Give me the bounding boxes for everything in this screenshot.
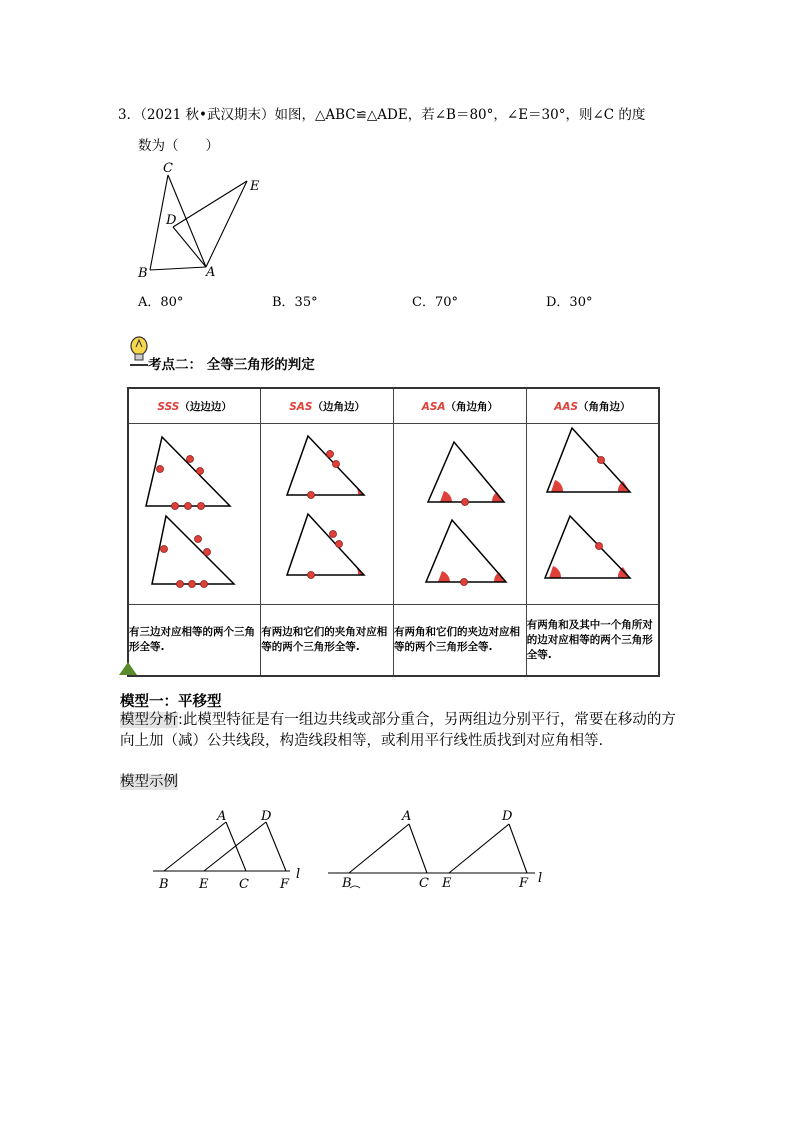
desc-sss: 有三边对应相等的两个三角形全等. [128, 605, 261, 677]
figure-sas [261, 424, 394, 605]
question-source: （2021 秋•武汉期末） [140, 107, 275, 123]
fig1-label-E: E [199, 877, 209, 892]
analysis-text: :此模型特征是有一组边共线或部分重合，另两组边分别平行，常要在移动的方向上加（减）公共线段，构造线段相等，或利用平行线性质找到对应角相等. [120, 712, 676, 749]
figure-sss [128, 424, 261, 605]
fig2-label-E: E [442, 876, 452, 891]
label-E: E [250, 179, 260, 194]
fig2-label-C: C [419, 876, 429, 891]
seg-DA [173, 227, 206, 267]
example-label: 模型示例 [120, 774, 178, 790]
fig1-label-l: l [296, 867, 301, 882]
question-figure [130, 155, 270, 285]
label-D: D [166, 213, 177, 228]
fig2-label-B: B [342, 876, 352, 891]
fig2-label-l: l [538, 871, 543, 886]
option-a[interactable]: A．80° [138, 295, 184, 310]
desc-sas: 有两边和它们的夹角对应相等的两个三角形全等. [261, 605, 394, 677]
fig2-label-F: F [519, 876, 529, 891]
example-label-wrap [120, 772, 178, 793]
seg-BA [150, 267, 206, 270]
figure-asa [394, 424, 527, 605]
option-b[interactable]: B．35° [272, 295, 318, 310]
kaodian-title: 考点二： 全等三角形的判定 [148, 357, 315, 373]
leaf-icon [117, 660, 139, 676]
model-figure-1 [150, 802, 320, 894]
fig2-label-D: D [502, 809, 513, 824]
model-analysis [120, 710, 680, 752]
header-asa: ASA（角边角） [394, 388, 527, 424]
label-B: B [138, 266, 148, 281]
fig2-label-A: A [402, 809, 412, 824]
figure-aas [526, 424, 659, 605]
fig1-label-F: F [280, 877, 290, 892]
label-A: A [206, 265, 216, 280]
header-sas: SAS（边角边） [261, 388, 394, 424]
label-C: C [163, 161, 173, 176]
option-c[interactable]: C．70° [412, 295, 458, 310]
header-aas: AAS（角角边） [526, 388, 659, 424]
desc-asa: 有两角和它们的夹边对应相等的两个三角形全等. [394, 605, 527, 677]
question-text-1: 如图，△ABC≌△ADE，若∠B＝80°，∠E＝30°，则∠C 的度 [274, 107, 646, 123]
question-number: 3． [118, 107, 141, 123]
congruence-criteria-table [127, 387, 660, 677]
lightbulb-icon [128, 334, 150, 368]
option-d[interactable]: D．30° [546, 295, 593, 310]
header-sss: SSS（边边边） [128, 388, 261, 424]
model-title: 模型一：平移型 [120, 694, 222, 710]
question-text-2: 数为（ ） [138, 138, 219, 154]
analysis-label: 模型分析 [120, 712, 178, 728]
fig1-label-C: C [239, 877, 249, 892]
fig1-label-D: D [261, 809, 272, 824]
question-line-1 [118, 103, 645, 123]
fig1-label-A: A [217, 809, 227, 824]
model-figure-2 [325, 802, 555, 894]
desc-aas: 有两角和及其中一个角所对的边对应相等的两个三角形全等. [526, 605, 659, 677]
fig1-label-B: B [159, 877, 169, 892]
